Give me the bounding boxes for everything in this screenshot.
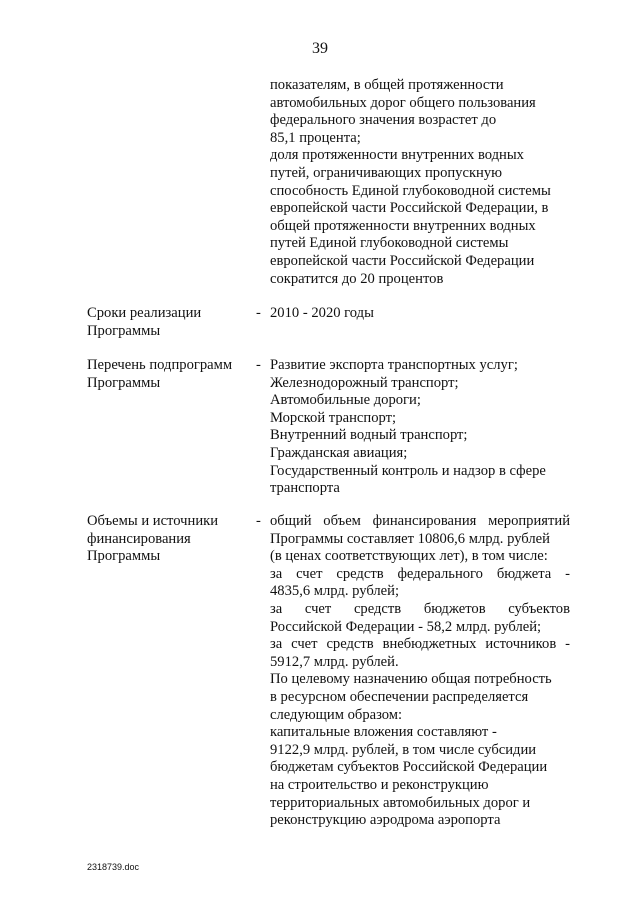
text-line: 5912,7 млрд. рублей.: [270, 653, 399, 670]
label-line: Программы: [87, 548, 161, 565]
dash-marker: -: [256, 357, 261, 373]
text-line: (в ценах соответствующих лет), в том числе:: [270, 548, 548, 565]
text-line: доля протяженности внутренних водных: [270, 147, 524, 164]
label-line: Программы: [87, 322, 161, 339]
list-item: Морской транспорт;: [270, 409, 397, 426]
text-line: за счет средств федерального бюджета -: [270, 565, 570, 582]
text-line: показателям, в общей протяженности: [270, 77, 504, 93]
page-number: 39: [312, 40, 328, 57]
list-item: Развитие экспорта транспортных услуг;: [270, 357, 518, 373]
text-line: капитальные вложения составляют -: [270, 724, 497, 741]
funding-label: [87, 513, 252, 566]
list-item: Автомобильные дороги;: [270, 392, 421, 409]
text-line: общей протяженности внутренних водных: [270, 217, 536, 234]
list-item: Внутренний водный транспорт;: [270, 427, 468, 444]
list-item: Гражданская авиация;: [270, 444, 408, 461]
text-line: 2010 - 2020 годы: [270, 305, 374, 321]
text-line: Программы составляет 10806,6 млрд. рублей: [270, 530, 550, 547]
text-line: следующим образом:: [270, 706, 403, 723]
text-line: общий объем финансирования мероприятий: [270, 513, 570, 529]
dash-marker: -: [256, 305, 261, 321]
text-line: за счет средств внебюджетных источников -: [270, 636, 570, 653]
document-filename: 2318739.doc: [87, 862, 140, 872]
top-continuation-text: [270, 77, 570, 288]
list-item: Железнодорожный транспорт;: [270, 374, 459, 391]
label-line: Программы: [87, 374, 161, 391]
dash-marker: -: [256, 513, 261, 529]
text-line: сократится до 20 процентов: [270, 270, 444, 287]
text-line: Российской Федерации - 58,2 млрд. рублей;: [270, 618, 542, 635]
text-line: 9122,9 млрд. рублей, в том числе субсидии: [270, 741, 537, 758]
text-line: реконструкцию аэродрома аэропорта: [270, 812, 501, 829]
subprograms-label: [87, 357, 252, 392]
text-line: на строительство и реконструкцию: [270, 776, 489, 793]
text-line: 85,1 процента;: [270, 129, 361, 146]
label-line: финансирования: [87, 530, 191, 547]
label-line: Сроки реализации: [87, 305, 202, 321]
label-line: Перечень подпрограмм: [87, 357, 233, 373]
text-line: в ресурсном обеспечении распределяется: [270, 688, 529, 705]
text-line: По целевому назначению общая потребность: [270, 671, 552, 688]
text-line: путей Единой глубоководной системы: [270, 235, 509, 252]
label-line: Объемы и источники: [87, 513, 219, 529]
text-line: европейской части Российской Федерации: [270, 252, 535, 269]
text-line: европейской части Российской Федерации, в: [270, 200, 549, 217]
text-line: 4835,6 млрд. рублей;: [270, 583, 400, 600]
text-line: способность Единой глубоководной системы: [270, 182, 551, 199]
subprograms-list: [270, 357, 570, 498]
funding-text: [270, 513, 570, 830]
text-line: бюджетам субъектов Российской Федерации: [270, 759, 548, 776]
text-line: автомобильных дорог общего пользования: [270, 94, 536, 111]
list-item: транспорта: [270, 480, 340, 497]
list-item: Государственный контроль и надзор в сфере: [270, 462, 546, 479]
text-line: за счет средств бюджетов субъектов: [270, 600, 570, 617]
text-line: путей, ограничивающих пропускную: [270, 164, 503, 181]
text-line: федерального значения возрастет до: [270, 112, 497, 129]
period-label: [87, 305, 252, 340]
period-value: [270, 305, 570, 323]
text-line: территориальных автомобильных дорог и: [270, 794, 531, 811]
